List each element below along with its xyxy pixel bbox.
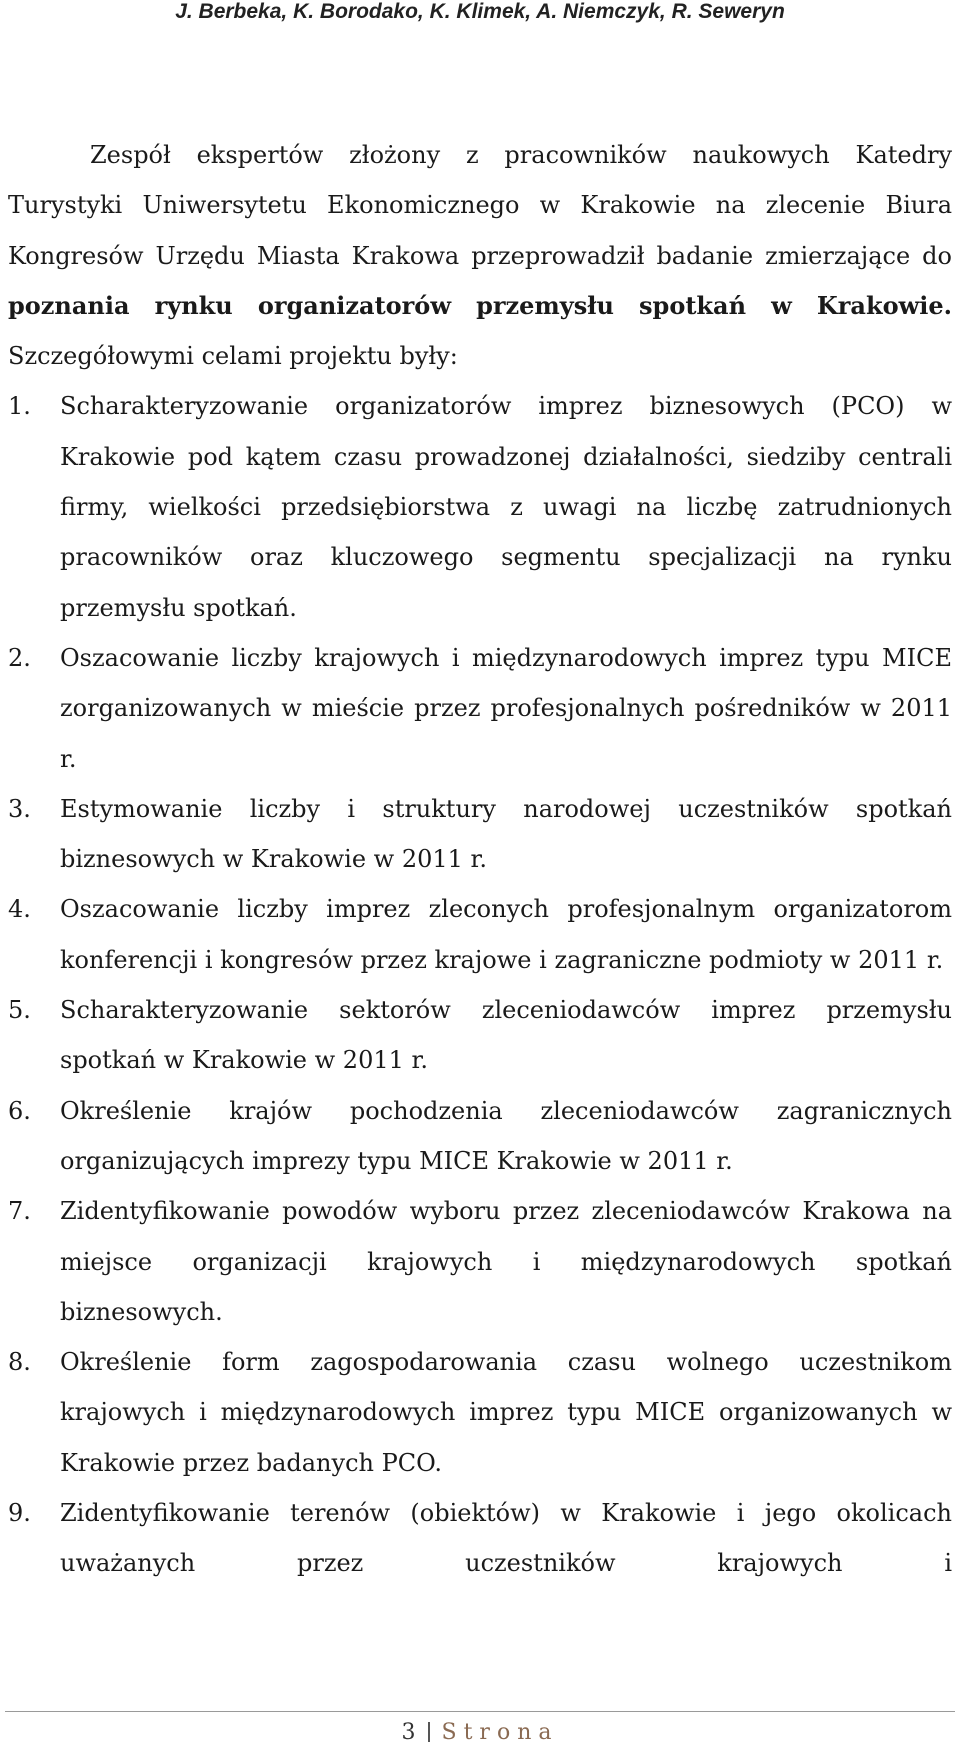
body-text [8,130,952,1589]
objective-text: Określenie form zagospodarowania czasu wolnego uczestnikom krajowych i międzynarodowych imprez typu MICE organizowanych w Krakowie przez badanych PCO. [60,1348,952,1477]
objective-text: Scharakteryzowanie sektorów zleceniodawców imprez przemysłu spotkań w Krakowie w 2011 r. [60,996,952,1075]
objective-item-6 [8,1086,952,1187]
objective-number: 9. [8,1499,31,1528]
objective-text: Zidentyfikowanie terenów (obiektów) w Krakowie i jego okolicach uważanych przez uczestników krajowych i [60,1499,952,1578]
objective-item-1 [8,381,952,632]
objective-number: 7. [8,1197,31,1226]
page-footer [0,1720,960,1746]
objective-item-2 [8,633,952,784]
running-header-authors: J. Berbeka, K. Borodako, K. Klimek, A. Niemczyk, R. Seweryn [175,0,785,23]
objective-number: 1. [8,392,31,421]
objective-item-9 [8,1488,952,1589]
objective-number: 2. [8,643,31,672]
objective-item-5 [8,985,952,1086]
footer-divider [5,1711,955,1712]
objective-item-4 [8,884,952,985]
objective-number: 4. [8,895,31,924]
objective-text: Scharakteryzowanie organizatorów imprez biznesowych (PCO) w Krakowie pod kątem czasu prowadzonej działalności, siedziby centrali firmy, wielkości przedsiębiorstwa z uwagi na liczbę zatrudnionych pracowników oraz kluczowego segmentu specjalizacji na rynku przemysłu spotkań. [60,392,952,622]
objective-number: 5. [8,996,31,1025]
footer-separator [428,1722,430,1742]
objective-number: 3. [8,794,31,823]
objective-item-8 [8,1337,952,1488]
objective-text: Estymowanie liczby i struktury narodowej uczestników spotkań biznesowych w Krakowie w 2011 r. [60,794,952,874]
objective-text: Określenie krajów pochodzenia zleceniodawców zagranicznych organizujących imprezy typu MICE Krakowie w 2011 r. [60,1096,952,1175]
objective-text: Oszacowanie liczby krajowych i międzynarodowych imprez typu MICE zorganizowanych w mieście przez profesjonalnych pośredników w 2011 r. [60,643,952,773]
intro-text-after: Szczegółowymi celami projektu były: [8,342,458,371]
intro-paragraph [8,130,952,381]
objective-item-7 [8,1186,952,1337]
page-label: Strona [441,1720,559,1745]
objective-number: 8. [8,1348,31,1377]
page-number: 3 [401,1720,416,1745]
intro-bold-phrase: poznania rynku organizatorów przemysłu spotkań w Krakowie. [8,290,952,320]
objective-number: 6. [8,1096,31,1125]
objective-item-3 [8,784,952,885]
objective-text: Zidentyfikowanie powodów wyboru przez zleceniodawców Krakowa na miejsce organizacji krajowych i międzynarodowych spotkań biznesowych. [60,1197,952,1326]
objective-text: Oszacowanie liczby imprez zleconych profesjonalnym organizatorom konferencji i kongresów przez krajowe i zagraniczne podmioty w 2011 r. [60,895,952,974]
objectives-list [8,381,952,1588]
intro-text-before: Zespół ekspertów złożony z pracowników naukowych Katedry Turystyki Uniwersytetu Ekonomicznego w Krakowie na zlecenie Biura Kongresów Urzędu Miasta Krakowa przeprowadził badanie zmierzające do [8,141,952,270]
